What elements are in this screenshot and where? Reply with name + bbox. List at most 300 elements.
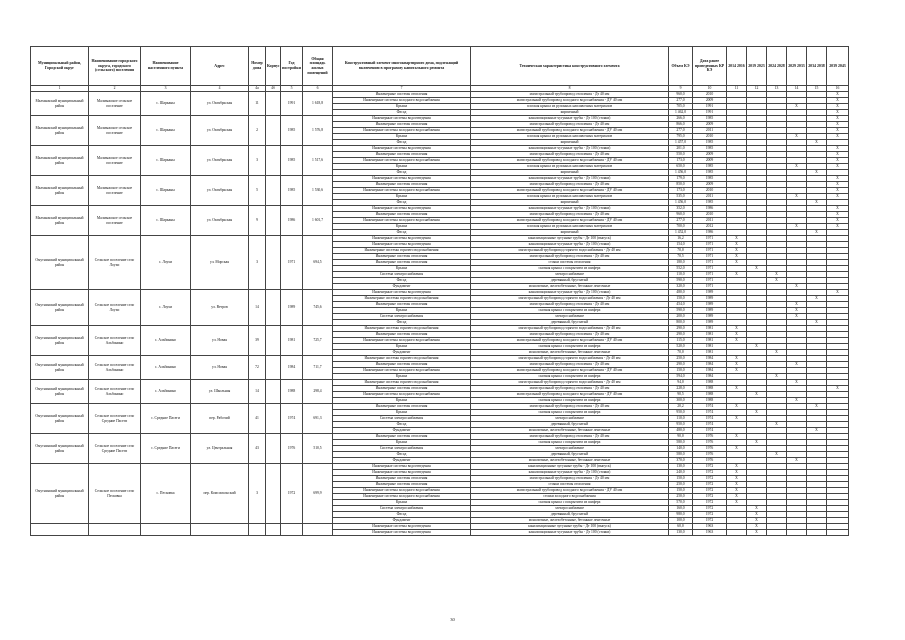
element-cell: Инженерные системы отопления: [333, 476, 471, 482]
element-cell: Инженерные системы отопления: [333, 122, 471, 128]
year-cell: 1985: [281, 146, 303, 176]
characteristic-cell: магистральный трубопровод отопления - Дт 40 мм: [471, 434, 669, 440]
characteristic-cell: магистральный трубопровод горячего водоснабжения - Дт 40 мм: [471, 326, 669, 332]
period-2019-2023: X: [747, 440, 767, 446]
repair-date-cell: 1976: [693, 440, 727, 446]
element-cell: Фасад: [333, 422, 471, 428]
volume-cell: 150,0: [669, 488, 693, 494]
element-cell: Крыша: [333, 500, 471, 506]
repair-date-cell: 1988: [693, 392, 727, 398]
period-2014-2016: X: [727, 482, 747, 488]
period-2039-2043: X: [827, 194, 849, 200]
house-number-cell: 3: [249, 464, 266, 524]
volume-cell: 520,0: [669, 344, 693, 350]
characteristic-cell: скатная крыша с покрытием из шифера: [471, 308, 669, 314]
volume-cell: 150,0: [669, 296, 693, 302]
volume-cell: 130,0: [669, 464, 693, 470]
characteristic-cell: канализационные чугунные трубы - Дт 100 (стояки): [471, 530, 669, 536]
element-cell: Фундамент: [333, 350, 471, 356]
repair-date-cell: 1989: [693, 296, 727, 302]
repair-date-cell: 1988: [693, 386, 727, 392]
element-cell: Крыша: [333, 344, 471, 350]
repair-date-cell: 1981: [693, 350, 727, 356]
repair-date-cell: 1985: [693, 140, 727, 146]
period-2034-2038: X: [807, 320, 827, 326]
characteristic-cell: кирпичный: [471, 170, 669, 176]
period-2039-2043: X: [827, 134, 849, 140]
characteristic-cell: электроснабжение: [471, 446, 669, 452]
characteristic-cell: канализационные чугунные трубы - Дт 100 (стояки): [471, 290, 669, 296]
period-2019-2023: X: [747, 530, 767, 536]
period-2029-2033: X: [787, 302, 807, 308]
characteristic-cell: канализационные чугунные трубы - Дт 100 (стояки): [471, 470, 669, 476]
address-cell: ул. Октябрьская: [191, 146, 249, 176]
volume-cell: 140,0: [669, 446, 693, 452]
column-number-12: 10: [693, 86, 727, 92]
building-cell: [266, 380, 281, 404]
element-cell: Инженерные системы горячего водоснабжения: [333, 296, 471, 302]
volume-cell: 960,0: [669, 92, 693, 98]
settlement-cell: Сельское поселение село Средние Пасеги: [89, 434, 141, 464]
district-cell: Малмыжский муниципальный район: [31, 92, 89, 116]
repair-date-cell: 1991: [693, 110, 727, 116]
element-cell: Инженерные системы холодного водоснабжения: [333, 488, 471, 494]
period-2039-2043: X: [827, 386, 849, 392]
period-2024-2028: [767, 530, 787, 536]
repair-date-cell: 1971: [693, 236, 727, 242]
settlement-cell: Малмыжское сельское поселение: [89, 116, 141, 146]
repair-date-cell: 1988: [693, 398, 727, 404]
volume-cell: 705,0: [669, 104, 693, 110]
element-cell: Инженерные системы отопления: [333, 182, 471, 188]
period-2034-2038: X: [807, 428, 827, 434]
header-cell-11: Объем КЭ: [669, 47, 693, 86]
year-cell: 1971: [281, 236, 303, 290]
column-number-2: 2: [89, 86, 141, 92]
column-number-15: 13: [767, 86, 787, 92]
district-cell: Омутнинский муниципальный район: [31, 464, 89, 524]
element-cell: Фасад: [333, 452, 471, 458]
period-2014-2016: X: [727, 242, 747, 248]
volume-cell: 90,5: [669, 392, 693, 398]
period-2014-2016: X: [727, 494, 747, 500]
column-number-10: 8: [471, 86, 669, 92]
address-cell: ул. Школьная: [191, 380, 249, 404]
volume-cell: 70,0: [669, 248, 693, 254]
area-cell: 510,5: [303, 434, 333, 464]
district-cell: Омутнинский муниципальный район: [31, 380, 89, 404]
building-cell: [266, 236, 281, 290]
characteristic-cell: магистральный трубопровод холодного водоснабжения - ДУ 40 мм: [471, 98, 669, 104]
period-2039-2043: X: [827, 176, 849, 182]
period-2039-2043: X: [827, 98, 849, 104]
repair-date-cell: 1972: [693, 488, 727, 494]
repair-date-cell: 1971: [693, 278, 727, 284]
element-cell: Система электроснабжения: [333, 272, 471, 278]
building-cell: [266, 92, 281, 116]
period-2014-2016: X: [727, 236, 747, 242]
area-cell: 298,4: [303, 380, 333, 404]
element-cell: Крыша: [333, 440, 471, 446]
period-2034-2038: X: [807, 200, 827, 206]
locality-cell: с. Лоухи: [141, 236, 191, 290]
settlement-cell: Сельское поселение село Альбинино: [89, 326, 141, 356]
element-cell: Крыша: [333, 164, 471, 170]
house-number-cell: 9: [249, 206, 266, 236]
settlement-cell: Малмыжское сельское поселение: [89, 92, 141, 116]
characteristic-cell: монолитные, железобетонные, бетонные ленточные: [471, 518, 669, 524]
address-cell: ул. Октябрьская: [191, 206, 249, 236]
year-cell: 1985: [281, 176, 303, 206]
period-2014-2016: X: [727, 416, 747, 422]
characteristic-cell: магистральный трубопровод холодного водоснабжения - ДУ 40 мм: [471, 218, 669, 224]
repair-date-cell: 1971: [693, 272, 727, 278]
repair-date-cell: 1974: [693, 404, 727, 410]
area-cell: 725,7: [303, 326, 333, 356]
volume-cell: 290,0: [669, 362, 693, 368]
period-2034-2038: X: [807, 140, 827, 146]
element-cell: Инженерные системы водоотведения: [333, 146, 471, 152]
period-2014-2016: X: [727, 464, 747, 470]
period-2019-2023: X: [747, 344, 767, 350]
element-cell: Система электроснабжения: [333, 446, 471, 452]
period-2029-2033: X: [787, 224, 807, 230]
header-cell-1: Муниципальный район, Городской округ: [31, 47, 89, 86]
locality-cell: с. Шарканы: [141, 92, 191, 116]
repair-date-cell: 1972: [693, 506, 727, 512]
volume-cell: 130,0: [669, 530, 693, 536]
building-cell: [266, 290, 281, 326]
characteristic-cell: кирпичный: [471, 200, 669, 206]
characteristic-cell: скатная крыша с покрытием из шифера: [471, 398, 669, 404]
element-cell: Фасад: [333, 170, 471, 176]
repair-date-cell: 1972: [693, 476, 727, 482]
characteristic-cell: плоская крыша из рулонных наплавочных материалов: [471, 194, 669, 200]
area-cell: 1 576,8: [303, 116, 333, 146]
period-2034-2038: X: [807, 170, 827, 176]
volume-cell: 535,0: [669, 194, 693, 200]
repair-date-cell: 1972: [693, 482, 727, 488]
characteristic-cell: магистральный трубопровод отопления - Дт 40 мм: [471, 152, 669, 158]
period-2039-2043: X: [827, 224, 849, 230]
element-cell: Инженерные системы холодного водоснабжения: [333, 218, 471, 224]
volume-cell: 590,0: [669, 278, 693, 284]
characteristic-cell: канализационные чугунные трубы - Дт 100 (стояки): [471, 206, 669, 212]
locality-cell: с. Альбинино: [141, 380, 191, 404]
volume-cell: 370,0: [669, 458, 693, 464]
period-2024-2028: X: [767, 422, 787, 428]
period-2024-2028: X: [767, 452, 787, 458]
volume-cell: 300,0: [669, 398, 693, 404]
settlement-cell: Сельское поселение село Альбинино: [89, 356, 141, 380]
house-number-cell: 43: [249, 434, 266, 464]
characteristic-cell: скатная крыша с покрытием из шифера: [471, 344, 669, 350]
building-cell: [266, 116, 281, 146]
address-cell: ул. Октябрьская: [191, 176, 249, 206]
district-cell: Омутнинский муниципальный район: [31, 434, 89, 464]
repair-date-cell: 1989: [693, 290, 727, 296]
characteristic-cell: магистральный трубопровод отопления - Дт 40 мм: [471, 254, 669, 260]
district-cell: Малмыжский муниципальный район: [31, 206, 89, 236]
characteristic-cell: магистральный трубопровод отопления - Дт 40 мм: [471, 212, 669, 218]
address-cell: пер. Комсомольский: [191, 464, 249, 524]
address-cell: ул. Октябрьская: [191, 116, 249, 146]
column-number-14: 12: [747, 86, 767, 92]
district-cell: Малмыжский муниципальный район: [31, 146, 89, 176]
element-cell: Фасад: [333, 140, 471, 146]
repair-date-cell: 1984: [693, 374, 727, 380]
period-2039-2043: X: [827, 128, 849, 134]
period-2039-2043: X: [827, 218, 849, 224]
volume-cell: 960,0: [669, 212, 693, 218]
repair-date-cell: 1985: [693, 200, 727, 206]
repair-date-cell: 2011: [693, 128, 727, 134]
district-cell: Омутнинский муниципальный район: [31, 236, 89, 290]
period-2029-2033: X: [787, 164, 807, 170]
period-2019-2023: X: [747, 518, 767, 524]
district-cell: Малмыжский муниципальный район: [31, 176, 89, 206]
characteristic-cell: кирпичный: [471, 230, 669, 236]
period-2039-2043: X: [827, 182, 849, 188]
characteristic-cell: скатная крыша с покрытием из шифера: [471, 500, 669, 506]
period-2019-2023: X: [747, 266, 767, 272]
house-number-cell: 14: [249, 380, 266, 404]
settlement-cell: Малмыжское сельское поселение: [89, 206, 141, 236]
area-cell: 1 530,6: [303, 176, 333, 206]
address-cell: [191, 524, 249, 536]
period-2014-2016: X: [727, 500, 747, 506]
volume-cell: 454,0: [669, 302, 693, 308]
period-2039-2043: X: [827, 92, 849, 98]
volume-cell: 550,0: [669, 152, 693, 158]
volume-cell: 1 456,0: [669, 200, 693, 206]
district-cell: Омутнинский муниципальный район: [31, 290, 89, 326]
element-cell: Инженерные системы отопления: [333, 212, 471, 218]
period-2014-2016: X: [727, 368, 747, 374]
building-cell: [266, 464, 281, 524]
district-cell: Омутнинский муниципальный район: [31, 326, 89, 356]
period-2034-2038: [807, 530, 827, 536]
area-cell: 1 517,6: [303, 146, 333, 176]
period-2014-2016: X: [727, 332, 747, 338]
volume-cell: 277,0: [669, 128, 693, 134]
characteristic-cell: электроснабжение: [471, 314, 669, 320]
area-cell: 694,5: [303, 236, 333, 290]
characteristic-cell: канализационные чугунные трубы - Дт 100 (стояки): [471, 146, 669, 152]
header-cell-16: 2029 2033: [787, 47, 807, 86]
characteristic-cell: канализационные чугунные трубы - Дт 100 (стояки): [471, 176, 669, 182]
area-cell: 1 618,8: [303, 92, 333, 116]
element-cell: Инженерные системы отопления: [333, 404, 471, 410]
element-cell: Инженерные системы отопления: [333, 482, 471, 488]
year-cell: 1976: [281, 434, 303, 464]
characteristic-cell: канализационные чугунные трубы - Дт 100 (стояки): [471, 116, 669, 122]
period-2039-2043: [827, 530, 849, 536]
header-cell-9: Конструктивный элемент многоквартирного дома, подлежащий включению в программу капитального ремонта: [333, 47, 471, 86]
volume-cell: 154,0: [669, 242, 693, 248]
volume-cell: 795,0: [669, 134, 693, 140]
building-cell: [266, 356, 281, 380]
element-cell: Крыша: [333, 266, 471, 272]
volume-cell: 250,0: [669, 482, 693, 488]
volume-cell: 160,0: [669, 506, 693, 512]
house-number-cell: 3: [249, 236, 266, 290]
period-2014-2016: X: [727, 386, 747, 392]
period-2014-2016: X: [727, 272, 747, 278]
repair-date-cell: 1984: [693, 362, 727, 368]
column-number-7: 5: [281, 86, 303, 92]
repair-date-cell: 1984: [693, 368, 727, 374]
column-number-5: 4а: [249, 86, 266, 92]
period-2014-2016: X: [727, 362, 747, 368]
volume-cell: 1 452,0: [669, 230, 693, 236]
element-cell: Инженерные системы холодного водоснабжения: [333, 494, 471, 500]
element-cell: Фундамент: [333, 518, 471, 524]
volume-cell: 594,0: [669, 374, 693, 380]
repair-date-cell: 2009: [693, 122, 727, 128]
characteristic-cell: плоская крыша из рулонных наплавочных материалов: [471, 224, 669, 230]
characteristic-cell: скатная крыша с покрытием из шифера: [471, 410, 669, 416]
volume-cell: 100,0: [669, 518, 693, 524]
period-2024-2028: X: [767, 350, 787, 356]
element-cell: Крыша: [333, 104, 471, 110]
table-body: [31, 92, 849, 536]
house-number-cell: 14: [249, 290, 266, 326]
locality-cell: [141, 524, 191, 536]
characteristic-cell: стояки холодного водоснабжения: [471, 494, 669, 500]
header-cell-7: Год постройки: [281, 47, 303, 86]
element-cell: Инженерные системы отопления: [333, 434, 471, 440]
repair-date-cell: 1972: [693, 512, 727, 518]
header-cell-6: Корпус: [266, 47, 281, 86]
element-cell: Крыша: [333, 398, 471, 404]
element-cell: Инженерные системы горячего водоснабжения: [333, 380, 471, 386]
volume-cell: 290,0: [669, 326, 693, 332]
header-cell-4: Адрес: [191, 47, 249, 86]
repair-date-cell: 2010: [693, 134, 727, 140]
volume-cell: 150,0: [669, 368, 693, 374]
element-cell: Инженерные системы водоотведения: [333, 206, 471, 212]
characteristic-cell: магистральный трубопровод горячего водоснабжения - Дт 40 мм: [471, 356, 669, 362]
element-cell: Инженерные системы отопления: [333, 254, 471, 260]
volume-cell: 290,0: [669, 332, 693, 338]
characteristic-cell: магистральный трубопровод отопления - Дт 40 мм: [471, 332, 669, 338]
period-2019-2023: X: [747, 392, 767, 398]
volume-cell: 950,0: [669, 410, 693, 416]
repair-date-cell: 1963: [693, 530, 727, 536]
district-cell: Омутнинский муниципальный район: [31, 404, 89, 434]
element-cell: Фундамент: [333, 458, 471, 464]
volume-cell: 570,0: [669, 500, 693, 506]
locality-cell: с. Шарканы: [141, 176, 191, 206]
header-cell-2: Наименование городского округа, городского (сельского) поселения: [89, 47, 141, 86]
header-cell-14: 2019 2023: [747, 47, 767, 86]
element-cell: Инженерные системы водоотведения: [333, 242, 471, 248]
characteristic-cell: магистральный трубопровод холодного водоснабжения - ДУ 40 мм: [471, 188, 669, 194]
element-cell: Инженерные системы отопления: [333, 152, 471, 158]
header-cell-15: 2024 2028: [767, 47, 787, 86]
address-cell: ул. Морская: [191, 236, 249, 290]
house-number-cell: 39: [249, 326, 266, 356]
element-cell: Инженерные системы водоотведения: [333, 290, 471, 296]
repair-date-cell: 1974: [693, 428, 727, 434]
characteristic-cell: магистральный трубопровод отопления - Дт 40 мм: [471, 362, 669, 368]
house-number-cell: 2: [249, 116, 266, 146]
repair-date-cell: 1981: [693, 338, 727, 344]
element-cell: Инженерные системы холодного водоснабжения: [333, 392, 471, 398]
volume-cell: 800,0: [669, 320, 693, 326]
year-cell: 1989: [281, 290, 303, 326]
column-number-11: 9: [669, 86, 693, 92]
settlement-cell: Сельское поселение село Лоухи: [89, 236, 141, 290]
volume-cell: 94,0: [669, 380, 693, 386]
characteristic-cell: магистральный трубопровод отопления - Дт 40 мм: [471, 302, 669, 308]
element-cell: Крыша: [333, 194, 471, 200]
volume-cell: 201,0: [669, 146, 693, 152]
volume-cell: 179,0: [669, 176, 693, 182]
volume-cell: 650,0: [669, 164, 693, 170]
repair-date-cell: 1972: [693, 464, 727, 470]
volume-cell: 150,0: [669, 476, 693, 482]
characteristic-cell: магистральный трубопровод горячего водоснабжения - Дт 40 мм: [471, 248, 669, 254]
area-cell: 691,3: [303, 404, 333, 434]
column-number-6: 4б: [266, 86, 281, 92]
district-cell: Омутнинский муниципальный район: [31, 356, 89, 380]
repair-date-cell: 1971: [693, 260, 727, 266]
repair-date-cell: 1976: [693, 458, 727, 464]
period-2039-2043: X: [827, 146, 849, 152]
settlement-cell: Малмыжское сельское поселение: [89, 176, 141, 206]
period-2029-2033: X: [787, 134, 807, 140]
repair-date-cell: 1981: [693, 332, 727, 338]
characteristic-cell: стояки системы отопления: [471, 260, 669, 266]
characteristic-cell: электроснабжение: [471, 272, 669, 278]
period-2014-2016: X: [727, 446, 747, 452]
volume-cell: 250,0: [669, 356, 693, 362]
locality-cell: с. Шарканы: [141, 206, 191, 236]
volume-cell: 200,0: [669, 314, 693, 320]
header-cell-13: 2014 2016: [727, 47, 747, 86]
characteristic-cell: деревянный, брусчатый: [471, 320, 669, 326]
building-cell: [266, 434, 281, 464]
repair-date-cell: 1989: [693, 302, 727, 308]
year-cell: 1972: [281, 464, 303, 524]
volume-cell: 16,2: [669, 236, 693, 242]
element-cell: Инженерные системы холодного водоснабжения: [333, 338, 471, 344]
repair-date-cell: 1971: [693, 242, 727, 248]
period-2029-2033: X: [787, 380, 807, 386]
element-cell: Инженерные системы отопления: [333, 260, 471, 266]
volume-cell: 60,0: [669, 524, 693, 530]
repair-date-cell: 1972: [693, 500, 727, 506]
volume-cell: 250,0: [669, 494, 693, 500]
volume-cell: 70,5: [669, 254, 693, 260]
header-cell-8: Общая площадь жилых помещений: [303, 47, 333, 86]
header-cell-17: 2034 2038: [807, 47, 827, 86]
settlement-cell: Сельское поселение село Песковка: [89, 464, 141, 524]
repair-date-cell: 2010: [693, 212, 727, 218]
area-cell: 711,7: [303, 356, 333, 380]
period-2039-2043: X: [827, 158, 849, 164]
locality-cell: с. Средние Пасеги: [141, 434, 191, 464]
period-2039-2043: X: [827, 152, 849, 158]
year-cell: 1984: [281, 356, 303, 380]
period-2014-2016: X: [727, 248, 747, 254]
element-cell: Инженерные системы горячего водоснабжения: [333, 326, 471, 332]
year-cell: 1974: [281, 404, 303, 434]
characteristic-cell: магистральный трубопровод горячего водоснабжения - Дт 40 мм: [471, 380, 669, 386]
district-cell: [31, 524, 89, 536]
